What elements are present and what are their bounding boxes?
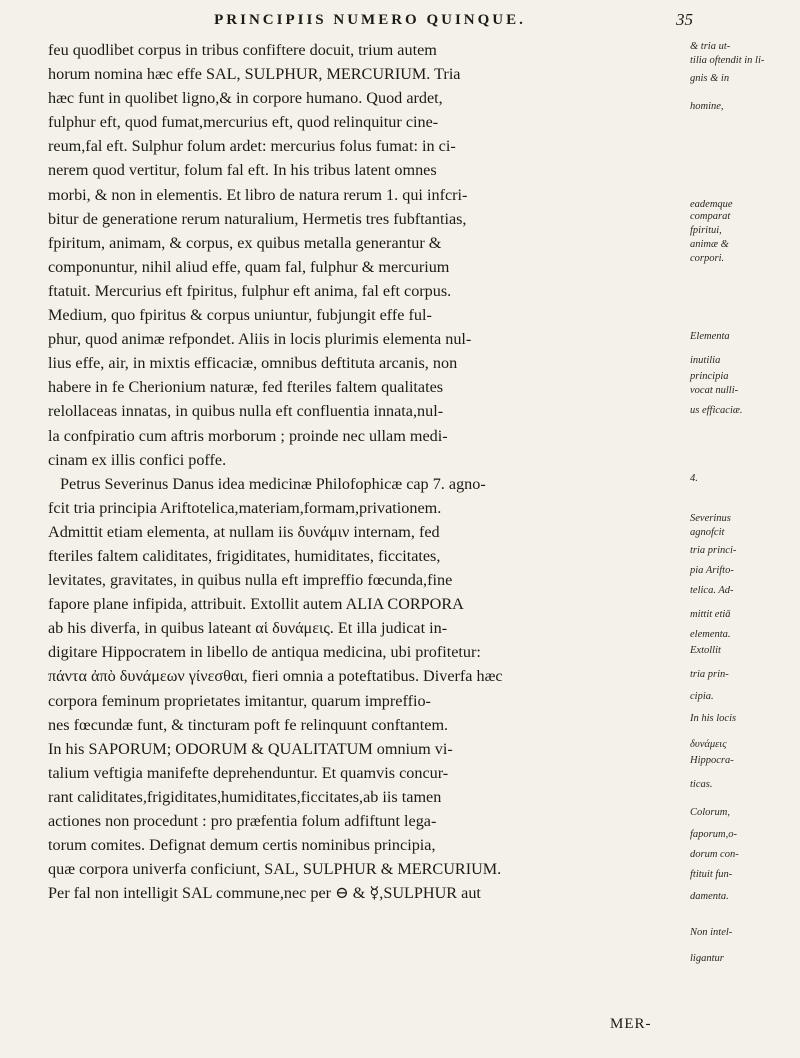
marginal-note: Severinus xyxy=(690,513,731,524)
text-block xyxy=(48,38,688,905)
text-line: rant caliditates,frigiditates,humiditates,ficcitates,ab iis tamen xyxy=(48,787,442,806)
marginal-note: cipia. xyxy=(690,691,714,702)
marginal-note: ligantur xyxy=(690,953,724,964)
marginal-note: fpiritui, xyxy=(690,225,722,236)
marginal-note: eademque xyxy=(690,199,733,210)
text-line: hæc funt in quolibet ligno,& in corpore humano. Quod ardet, xyxy=(48,89,443,108)
marginal-note: homine, xyxy=(690,101,724,112)
running-title: PRINCIPIIS NUMERO QUINQUE. xyxy=(214,12,526,28)
marginal-note: tilia oftendit in li- xyxy=(690,55,765,66)
marginal-note: damenta. xyxy=(690,891,729,902)
marginal-note: Hippocra- xyxy=(690,755,734,766)
text-line: fcit tria principia Ariftotelica,materiam,formam,privationem. xyxy=(48,498,442,517)
text-line: feu quodlibet corpus in tribus confiftere docuit, trium autem xyxy=(48,41,437,59)
text-line: In his SAPORUM; ODORUM & QUALITATUM omnium vi- xyxy=(48,739,453,758)
marginal-note: tria prin- xyxy=(690,669,729,680)
marginal-note: In his locis xyxy=(690,713,737,724)
text-line: nerem quod vertitur, folum fal eft. In his tribus latent omnes xyxy=(48,161,437,180)
marginal-note: ticas. xyxy=(690,779,713,790)
marginal-note: mittit etiā xyxy=(690,609,731,620)
text-line: corpora feminum proprietates imitantur, quarum impreffio- xyxy=(48,691,431,710)
marginal-note: agnofcit xyxy=(690,527,725,538)
marginal-note: & tria ut- xyxy=(690,41,731,52)
marginal-note: animæ & xyxy=(690,239,729,250)
catchword: MER- xyxy=(610,1016,652,1032)
marginal-note: dorum con- xyxy=(690,849,739,860)
text-line: πάντα ἀπὸ δυνάμεων γίνεσθαι, fieri omnia a poteftatibus. Diverfa hæc xyxy=(48,667,503,686)
page-number: 35 xyxy=(676,10,693,29)
text-line: cinam ex illis confici poffe. xyxy=(48,450,227,469)
marginal-note: us efficaciæ. xyxy=(690,405,743,416)
text-line: fulphur eft, quod fumat,mercurius eft, quod relinquitur cine- xyxy=(48,113,439,132)
text-line: bitur de generatione rerum naturalium, Hermetis tres fubftantias, xyxy=(48,209,467,228)
marginal-note: principia xyxy=(690,371,729,382)
text-line: relollaceas innatas, in quibus nulla eft confluentia innata,nul- xyxy=(48,402,444,421)
text-line: Admittit etiam elementa, at nullam iis δυνάμιν internam, fed xyxy=(48,522,440,541)
marginal-note: gnis & in xyxy=(690,73,730,84)
marginal-note: faporum,o- xyxy=(690,829,737,840)
text-line: nes fœcundæ funt, & tincturam poft fe relinquunt conftantem. xyxy=(48,715,449,734)
marginal-note: Extollit xyxy=(690,645,721,656)
marginal-note: comparat xyxy=(690,211,731,222)
text-line: fteriles faltem caliditates, frigiditates, humiditates, ficcitates, xyxy=(48,546,441,565)
text-line: digitare Hippocratem in libello de antiqua medicina, ubi profitetur: xyxy=(48,643,481,662)
text-line: talium veftigia manifefte deprehenduntur. Et quamvis concur- xyxy=(48,763,449,782)
text-line: lius effe, air, in mixtis efficaciæ, omnibus deftituta arcanis, non xyxy=(48,354,458,373)
marginal-note: vocat nulli- xyxy=(690,385,739,396)
text-line: levitates, gravitates, in quibus nulla eft impreffio fœcunda,fine xyxy=(48,571,453,590)
marginal-note: δυνάμεις xyxy=(690,739,727,750)
marginal-note: inutilia xyxy=(690,355,721,366)
text-line: Petrus Severinus Danus idea medicinæ Philofophicæ cap 7. agno- xyxy=(60,474,486,493)
marginal-note: 4. xyxy=(690,473,698,484)
marginal-note: elementa. xyxy=(690,629,731,640)
marginal-note: ftituit fun- xyxy=(690,869,733,880)
marginal-note: Elementa xyxy=(690,331,730,342)
text-line: componuntur, nihil aliud effe, quam fal, fulphur & mercurium xyxy=(48,257,450,276)
text-line: ab his diverfa, in quibus lateant αἱ δυνάμεις. Et illa judicat in- xyxy=(48,619,448,638)
text-line: actiones non procedunt : pro præfentia folum adfiftunt lega- xyxy=(48,812,437,830)
text-line: horum nomina hæc effe SAL, SULPHUR, MERCURIUM. Tria xyxy=(48,65,461,84)
text-line: torum comites. Defignat demum certis nominibus principia, xyxy=(48,836,436,855)
marginal-note: pia Arifto- xyxy=(690,565,734,576)
text-line: Medium, quo fpiritus & corpus uniuntur, fubjungit effe ful- xyxy=(48,306,432,325)
text-line: quæ corpora univerfa conficiunt, SAL, SULPHUR & MERCURIUM. xyxy=(48,860,502,879)
marginal-note: tria princi- xyxy=(690,545,737,556)
text-line: habere in fe Cherionium naturæ, fed fteriles faltem qualitates xyxy=(48,378,444,397)
marginal-note: telica. Ad- xyxy=(690,585,734,596)
text-line: morbi, & non in elementis. Et libro de natura rerum 1. qui infcri- xyxy=(48,185,468,204)
text-line: ftatuit. Mercurius eft fpiritus, fulphur eft anima, fal eft corpus. xyxy=(48,281,452,300)
marginal-note: Non intel- xyxy=(690,927,733,938)
text-line: phur, quod animæ refpondet. Aliis in locis plurimis elementa nul- xyxy=(48,330,472,349)
text-line: fpiritum, animam, & corpus, ex quibus metalla generantur & xyxy=(48,233,442,252)
text-line: Per fal non intelligit SAL commune,nec per ⊖ & ☿,SULPHUR aut xyxy=(48,884,481,903)
marginal-note: corpori. xyxy=(690,253,725,264)
text-line: fapore plane infipida, attribuit. Extollit autem ALIA CORPORA xyxy=(48,595,464,614)
text-line: reum,fal eft. Sulphur folum ardet: mercurius folus fumat: in ci- xyxy=(48,137,456,156)
text-line: la confpiratio cum aftris morborum ; proinde nec ullam medi- xyxy=(48,426,448,445)
marginal-note: Colorum, xyxy=(690,807,730,818)
